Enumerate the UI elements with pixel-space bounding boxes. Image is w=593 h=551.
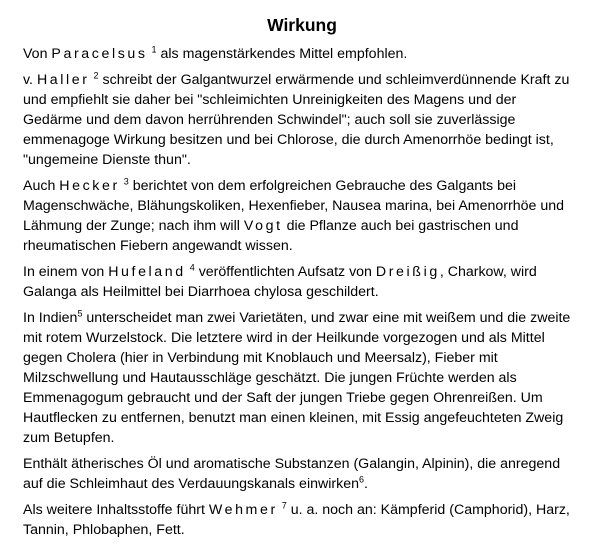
paragraph-haller xyxy=(23,70,575,170)
person-name: Hecker xyxy=(59,178,120,194)
text: In Indien xyxy=(23,310,78,326)
text: In einem von xyxy=(23,264,109,280)
text: Als weitere Inhaltsstoffe führt xyxy=(23,502,209,518)
text: Enthält ätherisches Öl und aromatische Substanzen (Galangin, Alpinin), die anregend auf die Schleimhaut des Verdauungskanals einwirken xyxy=(23,456,561,492)
text: v. xyxy=(23,72,37,88)
footnote-ref[interactable]: 7 xyxy=(281,500,287,511)
text: als magenstärkendes Mittel empfohlen. xyxy=(156,46,408,62)
footnote-ref[interactable]: 6 xyxy=(358,474,364,485)
footnote-ref[interactable]: 4 xyxy=(189,262,195,273)
paragraph-paracelsus xyxy=(23,44,575,64)
paragraph-indien xyxy=(23,308,575,448)
footnote-ref[interactable]: 3 xyxy=(123,176,129,187)
person-name: Vogt xyxy=(243,218,283,234)
person-name: Hufeland xyxy=(108,264,186,280)
text: u. a. noch an: Kämpferid (Camphorid), Harz, Tannin, Phlobaphen, Fett. xyxy=(23,502,570,538)
text: , Charkow, wird Galanga als Heilmittel bei Diarrhoea chylosa geschildert. xyxy=(23,264,537,300)
text: . xyxy=(364,476,368,492)
text: veröffentlichten Aufsatz von xyxy=(194,264,376,280)
paragraph-hufeland xyxy=(23,262,575,302)
section-title: Wirkung xyxy=(267,15,337,35)
person-name: Dreißig xyxy=(375,264,440,280)
paragraph-inhaltsstoffe xyxy=(23,454,575,494)
paragraph-hecker xyxy=(23,176,575,256)
paragraph-wehmer xyxy=(23,500,575,540)
person-name: Wehmer xyxy=(208,502,278,518)
text: schreibt der Galgantwurzel erwärmende und schleimverdünnende Kraft zu und empfiehlt sie daher bei "schleimichten Unreinigkeiten des Magens und der Gedärme und dem davon herrührenden Schwindel"; auch soll sie zuverlässige emmenagoge Wirkung besitzen und bei Chlorose, die durch Amenorrhöe bedingt ist, "ungemeine Dienste thun". xyxy=(23,72,570,168)
footnote-ref[interactable]: 5 xyxy=(77,308,83,319)
text: Auch xyxy=(23,178,60,194)
person-name: Paracelsus xyxy=(51,46,148,62)
text: die Pflanze auch bei gastrischen und rheumatischen Fiebern angewandt wissen. xyxy=(23,218,519,254)
text: berichtet von dem erfolgreichen Gebrauche des Galgants bei Magenschwäche, Blähungskoliken, Hexenfieber, Nausea marina, bei Amenorrhöe und Lähmung der Zunge; nach ihm will xyxy=(23,178,565,234)
footnote-ref[interactable]: 2 xyxy=(93,70,99,81)
text: Von xyxy=(23,46,52,62)
text: unterscheidet man zwei Varietäten, und zwar eine mit weißem und die zweite mit rotem Wurzelstock. Die letztere wird in der Heilkunde vorgezogen und als Mittel gegen Cholera (hier in Verbindung mit Knoblauch und Meersalz), Fieber mit Milzschwellung und Hautausschläge geschätzt. Die jungen Früchte werden als Emmenagogum gebraucht und der Saft der jungen Triebe gegen Ohrenreißen. Um Hautflecken zu entfernen, benutzt man einen kleinen, mit Essig angefeuchteten Zweig zum Betupfen. xyxy=(23,310,571,446)
footnote-ref[interactable]: 1 xyxy=(151,44,157,55)
person-name: Haller xyxy=(36,72,90,88)
